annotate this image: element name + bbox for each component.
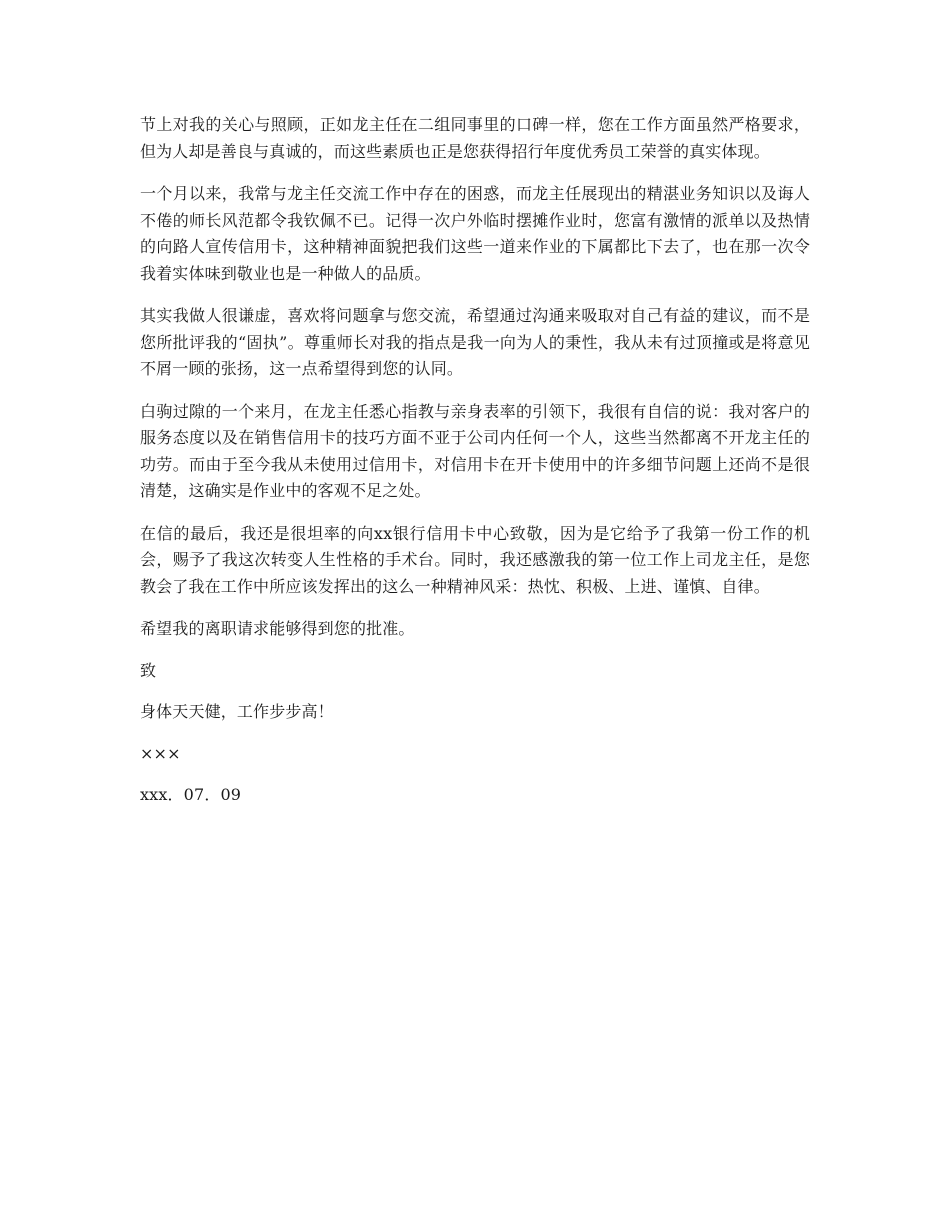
letter-body (140, 112, 810, 824)
paragraph-5: 在信的最后，我还是很坦率的向xx银行信用卡中心致敬，因为是它给予了我第一份工作的机会，赐予了我这次转变人生性格的手术台。同时，我还感激我的第一位工作上司龙主任，是您教会了我在工作中所应该发挥出的这么一种精神风采：热忱、积极、上进、谨慎、自律。 (140, 523, 810, 596)
paragraph-4: 白驹过隙的一个来月，在龙主任悉心指教与亲身表率的引领下，我很有自信的说：我对客户的服务态度以及在销售信用卡的技巧方面不亚于公司内任何一个人，这些当然都离不开龙主任的功劳。而由于至今我从未使用过信用卡，对信用卡在开卡使用中的许多细节问题上还尚不是很清楚，这确实是作业中的客观不足之处。 (140, 401, 810, 500)
signature: ××× (140, 743, 181, 763)
closing-request: 希望我的离职请求能够得到您的批准。 (140, 619, 415, 638)
paragraph-3: 其实我做人很谦虚，喜欢将问题拿与您交流，希望通过沟通来吸取对自己有益的建议，而不是您所批评我的“固执”。尊重师长对我的指点是我一向为人的秉性，我从未有过顶撞或是将意见不屑一顾的张扬，这一点希望得到您的认同。 (140, 306, 810, 378)
salutation: 致 (140, 660, 157, 680)
paragraph-1: 节上对我的关心与照顾，正如龙主任在二组同事里的口碑一样，您在工作方面虽然严格要求，但为人却是善良与真诚的，而这些素质也正是您获得招行年度优秀员工荣誉的真实体现。 (140, 115, 810, 161)
paragraph-2: 一个月以来，我常与龙主任交流工作中存在的困惑，而龙主任展现出的精湛业务知识以及诲人不倦的师长风范都令我钦佩不已。记得一次户外临时摆摊作业时，您富有激情的派单以及热情的向路人宣传信用卡，这种精神面貌把我们这些一道来作业的下属都比下去了，也在那一次令我着实体味到敬业也是一种做人的品质。 (140, 184, 810, 283)
date: xxx．07．09 (140, 785, 242, 804)
wishes: 身体天天健，工作步步高！ (140, 702, 334, 721)
